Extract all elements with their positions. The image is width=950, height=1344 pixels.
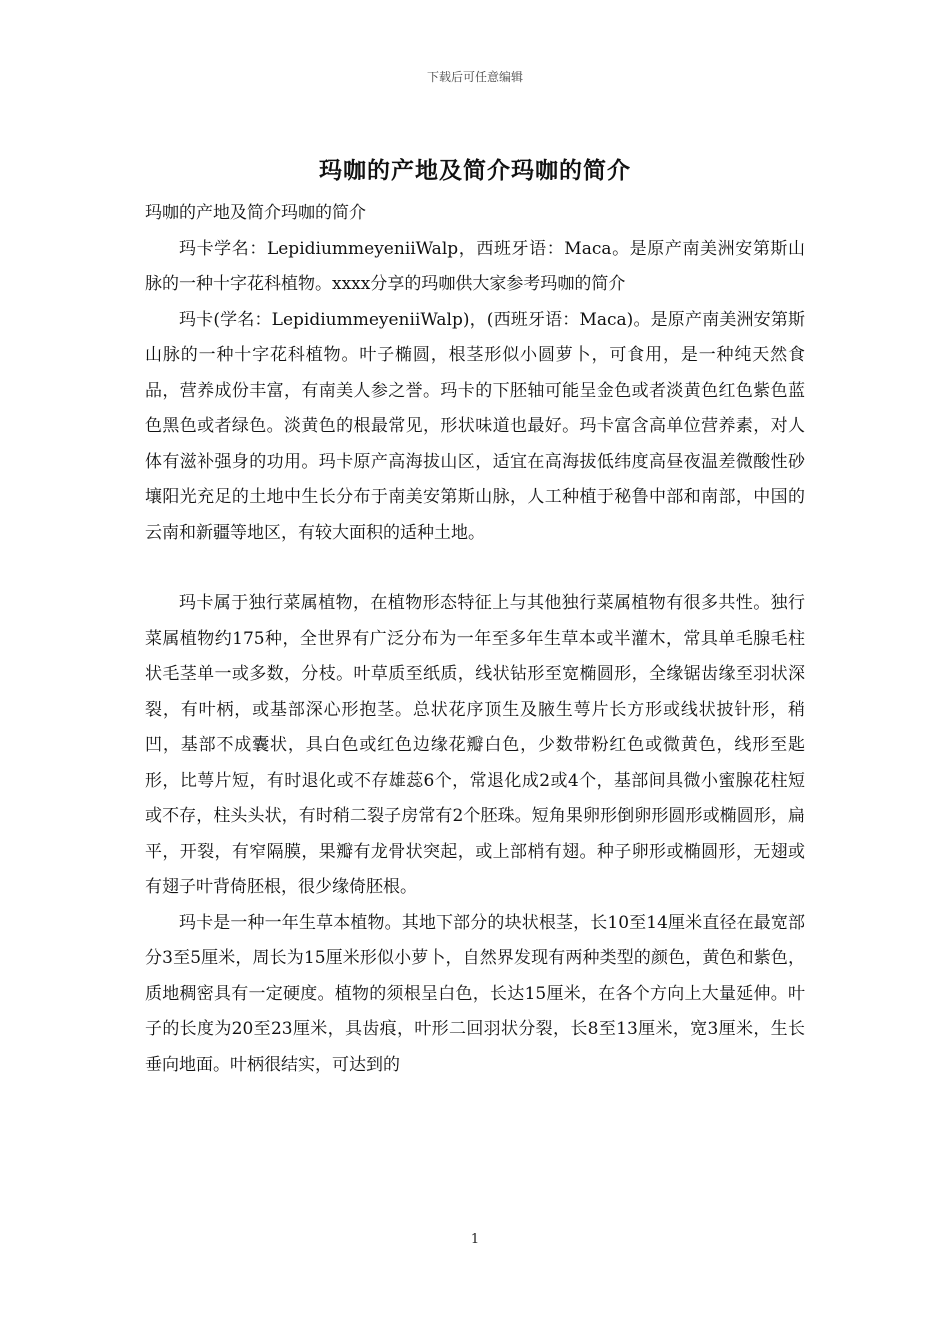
page-number: 1 [470, 1232, 480, 1247]
paragraph-intro: 玛卡学名：LepidiummeyeniiWalp，西班牙语：Maca。是原产南美洲安第斯山脉的一种十字花科植物。xxxx分享的玛咖供大家参考玛咖的简介 [145, 238, 805, 294]
paragraph-botany: 玛卡属于独行菜属植物，在植物形态特征上与其他独行菜属植物有很多共性。独行菜属植物约175种，全世界有广泛分布为一年至多年生草本或半灌木，常具单毛腺毛柱状毛茎单一或多数，分枝。叶草质至纸质，线状钻形至宽椭圆形，全缘锯齿缘至羽状深裂，有叶柄，或基部深心形抱茎。总状花序顶生及腋生萼片长方形或线状披针形，稍凹，基部不成囊状，具白色或红色边缘花瓣白色，少数带粉红色或微黄色，线形至匙形，比萼片短，有时退化或不存雄蕊6个，常退化成2或4个，基部间具微小蜜腺花柱短或不存，柱头头状，有时稍二裂子房常有2个胚珠。短角果卵形倒卵形圆形或椭圆形，扁平，开裂，有窄隔膜，果瓣有龙骨状突起，或上部梢有翅。种子卵形或椭圆形，无翅或有翅子叶背倚胚根，很少缘倚胚根。 [145, 593, 805, 897]
page-header-note: 下载后可任意编辑 [426, 70, 523, 84]
document-title: 玛咖的产地及简介玛咖的简介 [319, 157, 631, 184]
paragraph-morphology: 玛卡是一种一年生草本植物。其地下部分的块状根茎，长10至14厘米直径在最宽部分3至5厘米，周长为15厘米形似小萝卜，自然界发现有两种类型的颜色，黄色和紫色，质地稠密具有一定硬度。植物的须根呈白色，长达15厘米，在各个方向上大量延伸。叶子的长度为20至23厘米，具齿痕，叶形二回羽状分裂，长8至13厘米，宽3厘米，生长垂向地面。叶柄很结实，可达到的 [145, 912, 805, 1075]
paragraph-description: 玛卡(学名：LepidiummeyeniiWalp)，(西班牙语：Maca)。是原产南美洲安第斯山脉的一种十字花科植物。叶子椭圆，根茎形似小圆萝卜，可食用，是一种纯天然食品，营养成份丰富，有南美人参之誉。玛卡的下胚轴可能呈金色或者淡黄色红色紫色蓝色黑色或者绿色。淡黄色的根最常见，形状味道也最好。玛卡富含高单位营养素，对人体有滋补强身的功用。玛卡原产高海拔山区，适宜在高海拔低纬度高昼夜温差微酸性砂壤阳光充足的土地中生长分布于南美安第斯山脉，人工种植于秘鲁中部和南部，中国的云南和新疆等地区，有较大面积的适种土地。 [145, 309, 805, 543]
paragraph-spacer [145, 551, 805, 586]
document-body [145, 196, 805, 1083]
document-subtitle: 玛咖的产地及简介玛咖的简介 [145, 203, 366, 223]
